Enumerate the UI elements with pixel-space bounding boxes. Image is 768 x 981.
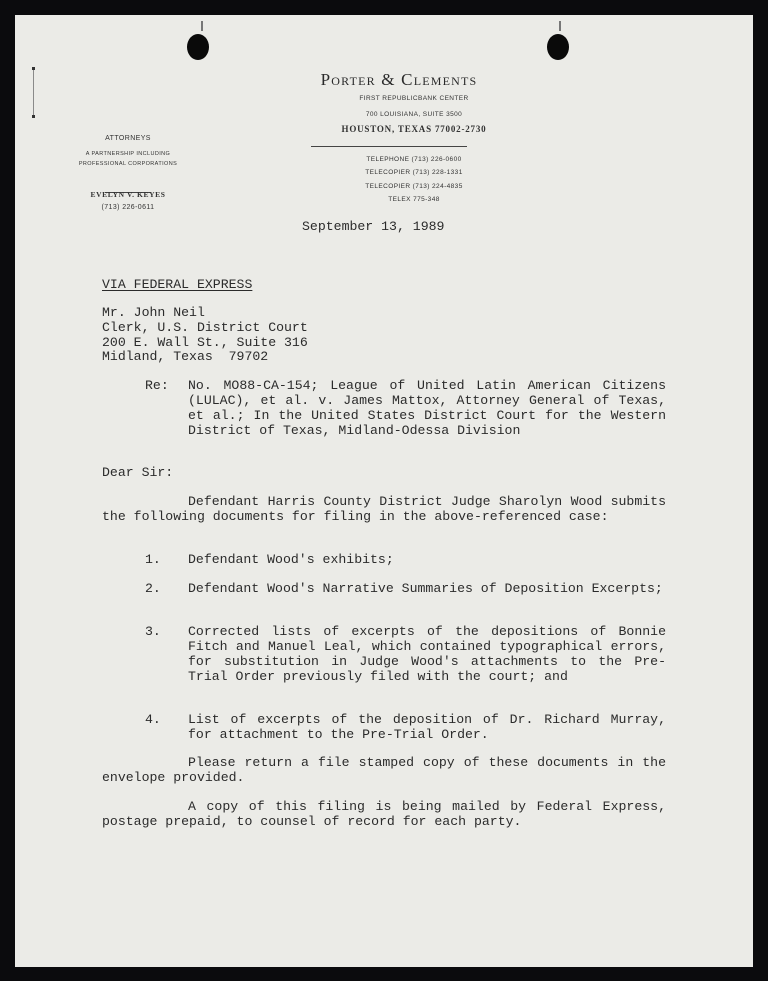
- list-item: List of excerpts of the deposition of Dr. Richard Murray, for attachment to the Pre-Trial Order.: [188, 712, 666, 742]
- return-paragraph-text: Please return a file stamped copy of these documents in the envelope provided.: [102, 755, 666, 785]
- delivery-method: VIA FEDERAL EXPRESS: [102, 277, 253, 292]
- salutation: Dear Sir:: [102, 465, 174, 480]
- intro-paragraph-text: Defendant Harris County District Judge Sharolyn Wood submits the following documents for filing in the above-referenced case:: [102, 494, 666, 524]
- re-text: No. MO88-CA-154; League of United Latin American Citizens (LULAC), et al. v. James Mattox, Attorney General of Texas, et al.; In the United States District Court for the Western District of Texas, Midland-Odessa Division: [188, 378, 666, 438]
- telex: TELEX 775-348: [388, 196, 440, 203]
- staple-mark-left: [201, 21, 203, 31]
- copy-paragraph: [102, 799, 666, 829]
- attorney-name: EVELYN V. KEYES: [90, 190, 166, 199]
- firm-name-text: Porter & Clements: [320, 70, 478, 89]
- letter-date: September 13, 1989: [302, 219, 445, 234]
- attorneys-label: ATTORNEYS: [105, 135, 151, 142]
- list-item-number: 2.: [145, 581, 161, 596]
- list-item-number: 1.: [145, 552, 161, 567]
- partnership-line-2: PROFESSIONAL CORPORATIONS: [78, 161, 178, 167]
- recipient-line: Mr. John Neil: [102, 305, 205, 320]
- list-item: Defendant Wood's Narrative Summaries of Deposition Excerpts;: [188, 581, 663, 596]
- copy-paragraph-text: A copy of this filing is being mailed by Federal Express, postage prepaid, to counsel of record for each party.: [102, 799, 666, 829]
- recipient-line: 200 E. Wall St., Suite 316: [102, 335, 308, 350]
- address-line-2: 700 LOUISIANA, SUITE 3500: [365, 111, 463, 118]
- address-line-1: FIRST REPUBLICBANK CENTER: [359, 95, 469, 102]
- attorney-phone: (713) 226-0611: [101, 204, 155, 211]
- intro-paragraph: [102, 494, 666, 524]
- staple-mark-right: [559, 21, 561, 31]
- telecopier-2: TELECOPIER (713) 224-4835: [365, 183, 463, 190]
- list-item: Corrected lists of excerpts of the depositions of Bonnie Fitch and Manuel Leal, which contained typographical errors, for substitution in Judge Wood's attachments to the Pre-Trial Order previously filed with the court; and: [188, 624, 666, 684]
- firm-name: [15, 70, 753, 90]
- recipient-line: Midland, Texas 79702: [102, 349, 269, 364]
- city-line: HOUSTON, TEXAS 77002-2730: [341, 124, 487, 134]
- list-item-number: 3.: [145, 624, 161, 639]
- telephone: TELEPHONE (713) 226-0600: [366, 156, 462, 163]
- letter-page: [15, 15, 753, 967]
- list-item-number: 4.: [145, 712, 161, 727]
- return-paragraph: [102, 755, 666, 785]
- re-label: Re:: [145, 378, 169, 393]
- telecopier-1: TELECOPIER (713) 228-1331: [365, 169, 463, 176]
- punch-hole-right: [547, 34, 569, 60]
- letterhead-divider: [311, 146, 467, 147]
- partnership-line-1: A PARTNERSHIP INCLUDING: [85, 151, 171, 157]
- recipient-line: Clerk, U.S. District Court: [102, 320, 308, 335]
- list-item: Defendant Wood's exhibits;: [188, 552, 394, 567]
- punch-hole-left: [187, 34, 209, 60]
